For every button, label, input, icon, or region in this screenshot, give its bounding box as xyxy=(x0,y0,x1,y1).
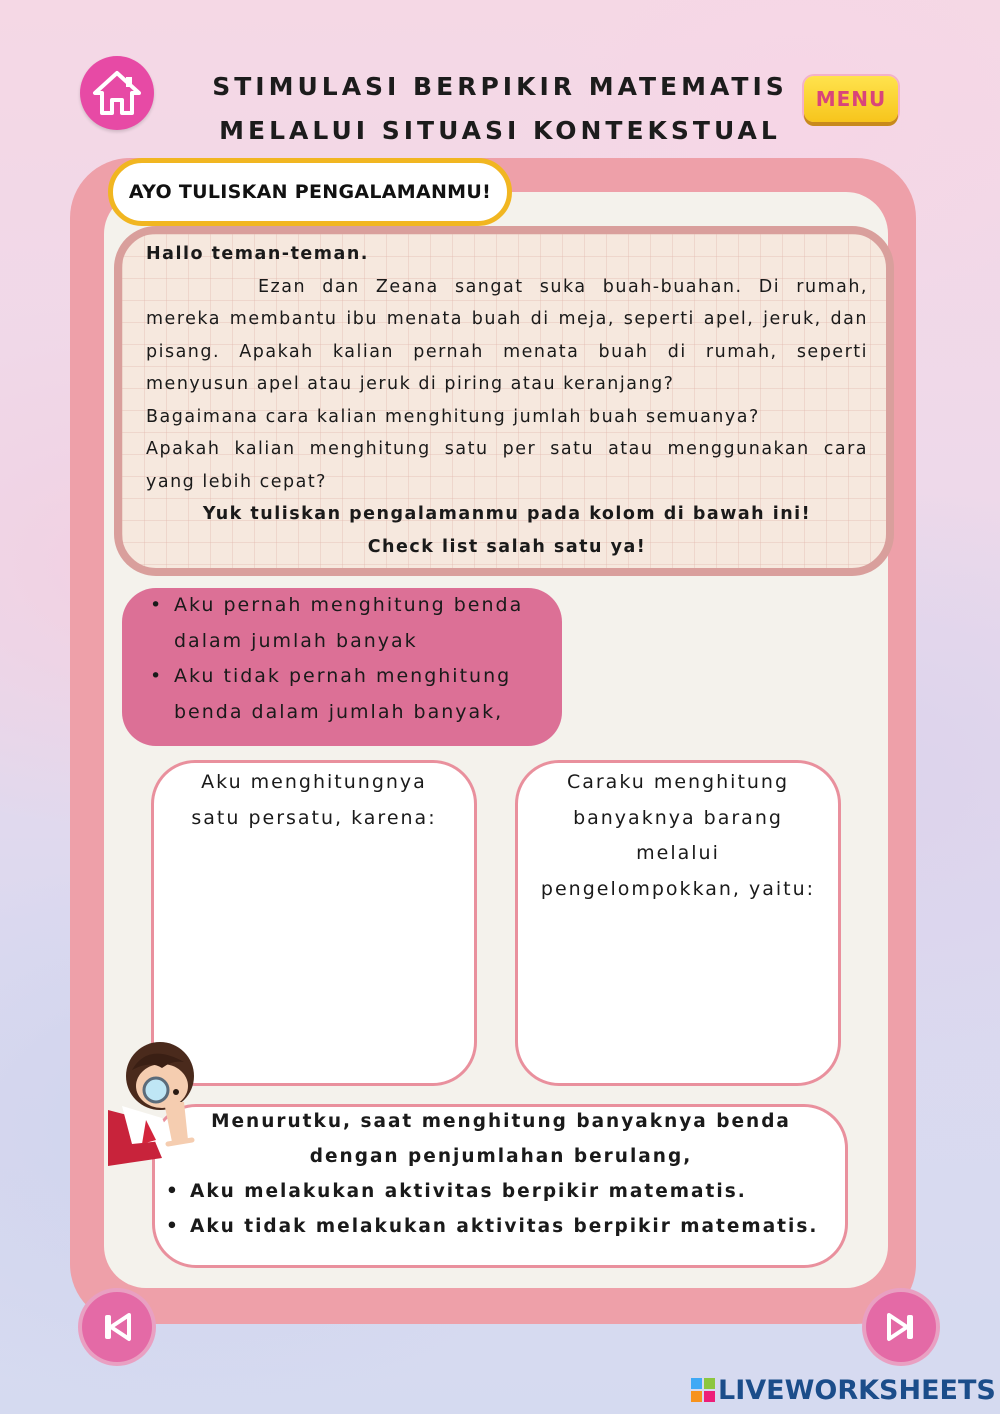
story-text xyxy=(146,238,868,563)
home-icon xyxy=(91,69,143,117)
skip-next-icon xyxy=(881,1307,921,1347)
menu-button[interactable]: MENU xyxy=(804,76,898,122)
page-title-line2: MELALUI SITUASI KONTEKSTUAL xyxy=(219,116,781,145)
opinion-intro-2: dengan penjumlahan berulang, xyxy=(309,1146,693,1167)
liveworksheets-logo-icon xyxy=(690,1377,716,1403)
story-paragraph-2: Bagaimana cara kalian menghitung jumlah buah semuanya? xyxy=(146,406,760,427)
opinion-option-no[interactable]: • Aku tidak melakukan aktivitas berpikir matematis. xyxy=(166,1209,836,1244)
choice-item-tidak-pernah[interactable]: • Aku tidak pernah menghitung benda dalam jumlah banyak, xyxy=(150,659,550,730)
student-character-illustration xyxy=(102,1040,196,1168)
choice-list xyxy=(150,588,550,730)
story-greeting: Hallo teman-teman. xyxy=(146,244,369,264)
story-instruction-1: Yuk tuliskan pengalamanmu pada kolom di bawah ini! xyxy=(202,504,812,524)
previous-page-button[interactable] xyxy=(82,1292,152,1362)
choice-item-pernah[interactable]: • Aku pernah menghitung benda dalam jumlah banyak xyxy=(150,588,550,659)
opinion-option-yes[interactable]: • Aku melakukan aktivitas berpikir matematis. xyxy=(166,1174,836,1209)
section-heading: AYO TULISKAN PENGALAMANMU! xyxy=(108,158,512,226)
story-instruction-2: Check list salah satu ya! xyxy=(367,536,647,557)
opinion-intro-1: Menurutku, saat menghitung banyaknya benda xyxy=(211,1111,791,1132)
watermark-text: LIVEWORKSHEETS xyxy=(718,1374,996,1406)
answer-box-right[interactable] xyxy=(515,760,841,1086)
home-button[interactable] xyxy=(80,56,154,130)
liveworksheets-watermark xyxy=(690,1372,996,1408)
answer-left-label: Aku menghitungnya satu persatu, karena: xyxy=(191,771,437,829)
story-paragraph-1: Ezan dan Zeana sangat suka buah-buahan. Di rumah, mereka membantu ibu menata buah di meja, seperti apel, jeruk, dan pisang. Apakah kalian pernah menata buah di rumah, seperti menyusun apel atau jeruk di piring atau keranjang? xyxy=(146,276,868,394)
answer-right-label: Caraku menghitung banyaknya barang melalui pengelompokkan, yaitu: xyxy=(540,771,816,900)
skip-previous-icon xyxy=(97,1307,137,1347)
next-page-button[interactable] xyxy=(866,1292,936,1362)
opinion-text xyxy=(166,1104,836,1244)
page-title-line1: STIMULASI BERPIKIR MATEMATIS xyxy=(212,72,788,101)
opinion-options xyxy=(166,1174,836,1244)
story-paragraph-3: Apakah kalian menghitung satu per satu atau menggunakan cara yang lebih cepat? xyxy=(146,439,868,492)
answer-box-left[interactable] xyxy=(151,760,477,1086)
